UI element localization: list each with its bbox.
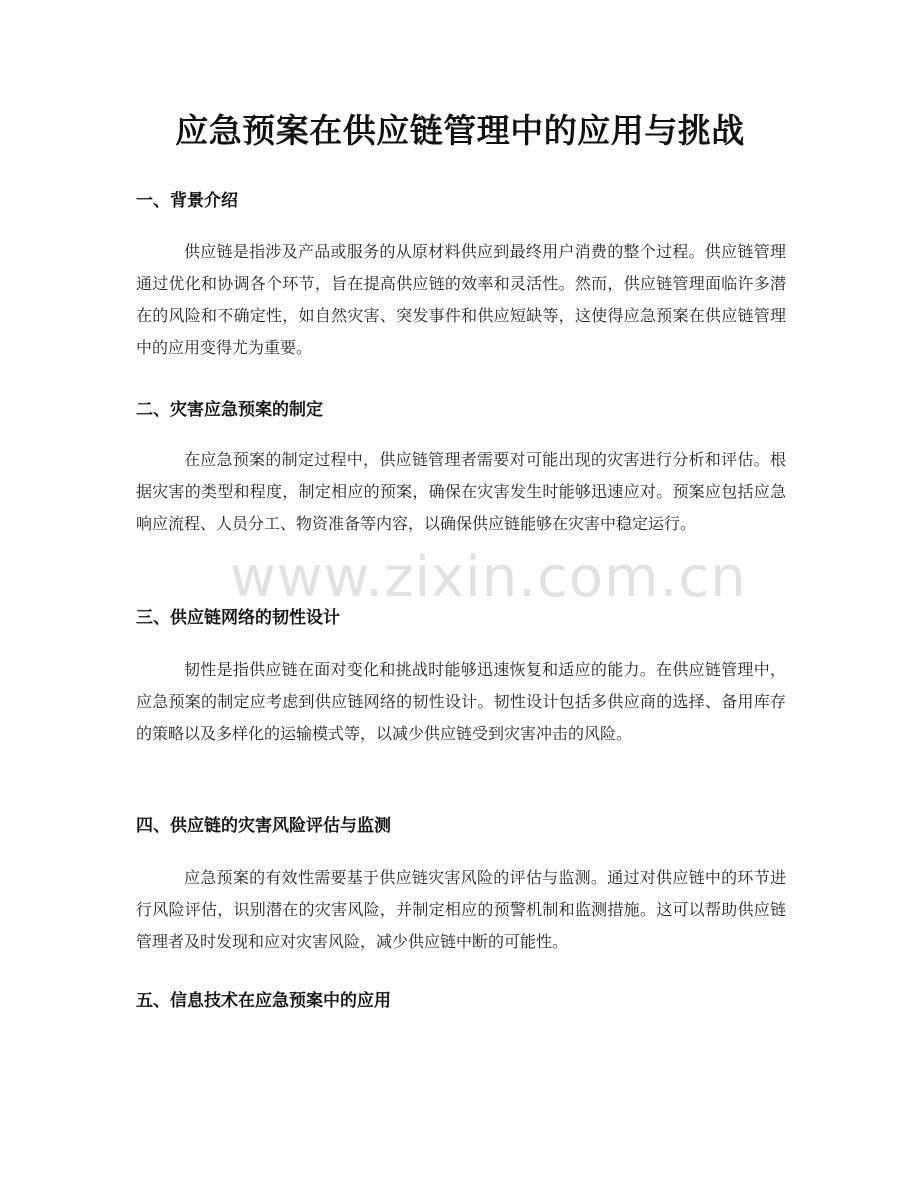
section-paragraph-risk-assessment: 应急预案的有效性需要基于供应链灾害风险的评估与监测。通过对供应链中的环节进行风险评估，识别潜在的灾害风险，并制定相应的预警机制和监测措施。这可以帮助供应链管理者及时发现和应对灾害风险，减少供应链中断的可能性。: [136, 868, 786, 951]
watermark: www.zixin.com.cn: [230, 545, 747, 610]
document-title: 应急预案在供应链管理中的应用与挑战: [175, 111, 745, 150]
section-paragraph-background: 供应链是指涉及产品或服务的从原材料供应到最终用户消费的整个过程。供应链管理通过优化和协调各个环节，旨在提高供应链的效率和灵活性。然而，供应链管理面临许多潜在的风险和不确定性，如自然灾害、突发事件和供应短缺等，这使得应急预案在供应链管理中的应用变得尤为重要。: [136, 242, 786, 357]
section-paragraph-resilience-design: 韧性是指供应链在面对变化和挑战时能够迅速恢复和适应的能力。在供应链管理中，应急预案的制定应考虑到供应链网络的韧性设计。韧性设计包括多供应商的选择、备用库存的策略以及多样化的运输模式等，以减少供应链受到灾害冲击的风险。: [136, 660, 786, 743]
section-heading-background: 一、背景介绍: [136, 191, 238, 211]
section-heading-resilience-design: 三、供应链网络的韧性设计: [136, 608, 340, 628]
section-paragraph-plan-formulation: 在应急预案的制定过程中，供应链管理者需要对可能出现的灾害进行分析和评估。根据灾害的类型和程度，制定相应的预案，确保在灾害发生时能够迅速应对。预案应包括应急响应流程、人员分工、物资准备等内容，以确保供应链能够在灾害中稳定运行。: [136, 450, 786, 533]
section-heading-risk-assessment: 四、供应链的灾害风险评估与监测: [136, 816, 391, 836]
section-heading-information-technology: 五、信息技术在应急预案中的应用: [136, 991, 391, 1011]
section-heading-plan-formulation: 二、灾害应急预案的制定: [136, 400, 323, 420]
